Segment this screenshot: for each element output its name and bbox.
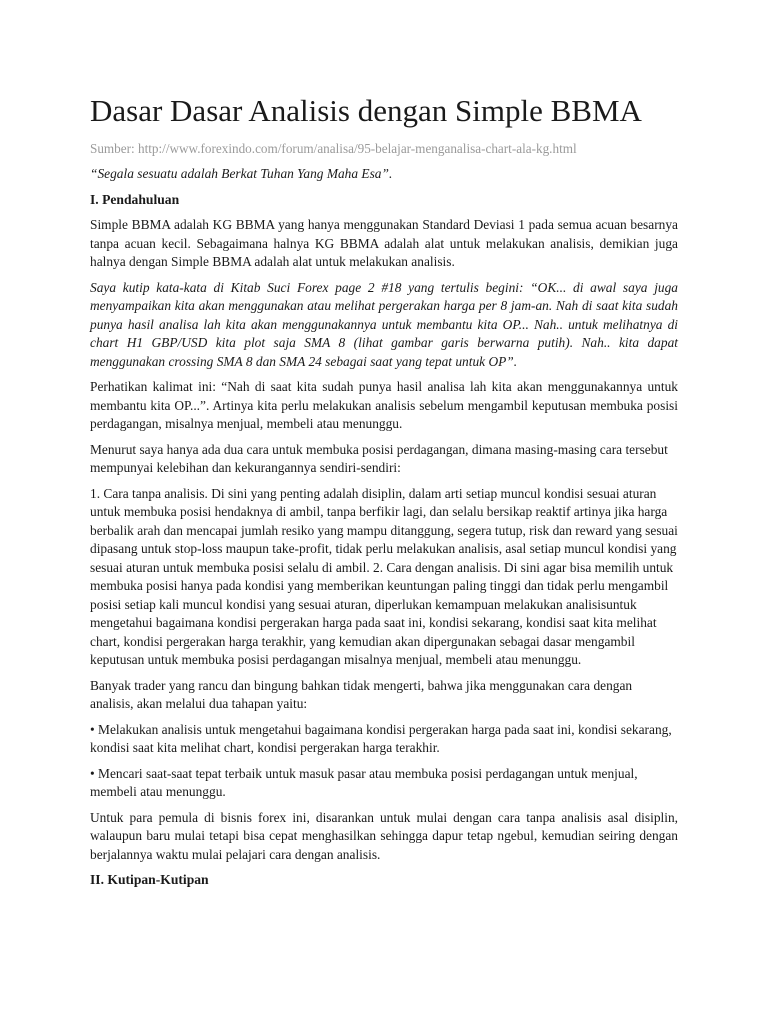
paragraph-7: Untuk para pemula di bisnis forex ini, disarankan untuk mulai dengan cara tanpa analisis asal disiplin, walaupun baru mulai tetapi bisa cepat menghasilkan sehingga dapur tetap ngebul, kemudian seiring dengan berjalannya waktu mulai pelajari cara dengan analisis. xyxy=(90,809,678,862)
paragraph-2-quote: Saya kutip kata-kata di Kitab Suci Forex page 2 #18 yang tertulis begini: “OK... di awal saya juga menyampaikan kita akan menggunakan atau melihat pergerakan harga per 8 jam-an. Nah di saat kita sudah punya hasil analisa lah kita akan menggunakannya untuk membantu kita OP... Nah.. untuk melihatnya di chart H1 GBP/USD kita plot saja SMA 8 (lihat gambar garis berwarna putih). Nah.. kita dapat menggunakan crossing SMA 8 dan SMA 24 sebagai saat yang tepat untuk OP”. xyxy=(90,279,678,369)
section-heading-kutipan: II. Kutipan-Kutipan xyxy=(90,872,209,887)
paragraph-3: Perhatikan kalimat ini: “Nah di saat kita sudah punya hasil analisa lah kita akan menggunakannya untuk membantu kita OP...”. Artinya kita perlu melakukan analisis sebelum mengambil keputusan membuka posisi perdagangan, misalnya menjual, membeli atau menunggu. xyxy=(90,379,678,431)
paragraph-4: Menurut saya hanya ada dua cara untuk membuka posisi perdagangan, dimana masing-masing cara tersebut mempunyai kelebihan dan kekurangannya sendiri-sendiri: xyxy=(90,441,668,475)
paragraph-5: 1. Cara tanpa analisis. Di sini yang penting adalah disiplin, dalam arti setiap muncul kondisi sesuai aturan untuk membuka posisi hendaknya di ambil, tanpa berfikir lagi, dan selalu bersikap reaktif artinya jika harga berbalik arah dan mencapai jumlah resiko yang mampu ditanggung, segera tutup, risk dan reward yang sesuai dipasang untuk stop-loss maupun take-profit, tidak perlu melakukan analisis, asal setiap muncul kondisi yang sesuai aturan untuk membuka posisi selalu di ambil. 2. Cara dengan analisis. Di sini agar bisa memilih untuk membuka posisi hanya pada kondisi yang memberikan keuntungan paling tinggi dan tidak perlu mengambil posisi setiap kali muncul kondisi yang sesuai aturan, diperlukan kemampuan melakukan analisisuntuk mengetahui bagaimana kondisi pergerakan harga pada saat ini, kondisi sekarang, kondisi saat kita melihat chart, kondisi pergerakan harga terakhir, yang kemudian akan dipergunakan sebagai dasar mengambil keputusan untuk membuka posisi perdagangan misalnya menjual, membeli atau menunggu. xyxy=(90,485,678,667)
bullet-item-1: • Melakukan analisis untuk mengetahui bagaimana kondisi pergerakan harga pada saat ini, kondisi sekarang, kondisi saat kita melihat chart, kondisi pergerakan harga terakhir. xyxy=(90,721,672,755)
document-title: Dasar Dasar Analisis dengan Simple BBMA xyxy=(90,93,642,128)
paragraph-6: Banyak trader yang rancu dan bingung bahkan tidak mengerti, bahwa jika menggunakan cara dengan analisis, akan melalui dua tahapan yaitu: xyxy=(90,677,633,711)
section-heading-pendahuluan: I. Pendahuluan xyxy=(90,191,180,207)
source-link[interactable]: Sumber: http://www.forexindo.com/forum/analisa/95-belajar-menganalisa-chart-ala-kg.html xyxy=(90,141,577,156)
bullet-item-2: • Mencari saat-saat tepat terbaik untuk masuk pasar atau membuka posisi perdagangan untuk menjual, membeli atau menunggu. xyxy=(90,765,638,799)
document-page xyxy=(90,92,678,897)
paragraph-1: Simple BBMA adalah KG BBMA yang hanya menggunakan Standard Deviasi 1 pada semua acuan besarnya tanpa acuan kecil. Sebagaimana halnya KG BBMA adalah alat untuk melakukan analisis, demikian juga halnya dengan Simple BBMA adalah alat untuk melakukan analisis. xyxy=(90,217,678,269)
opening-quote: “Segala sesuatu adalah Berkat Tuhan Yang Maha Esa”. xyxy=(90,166,393,181)
